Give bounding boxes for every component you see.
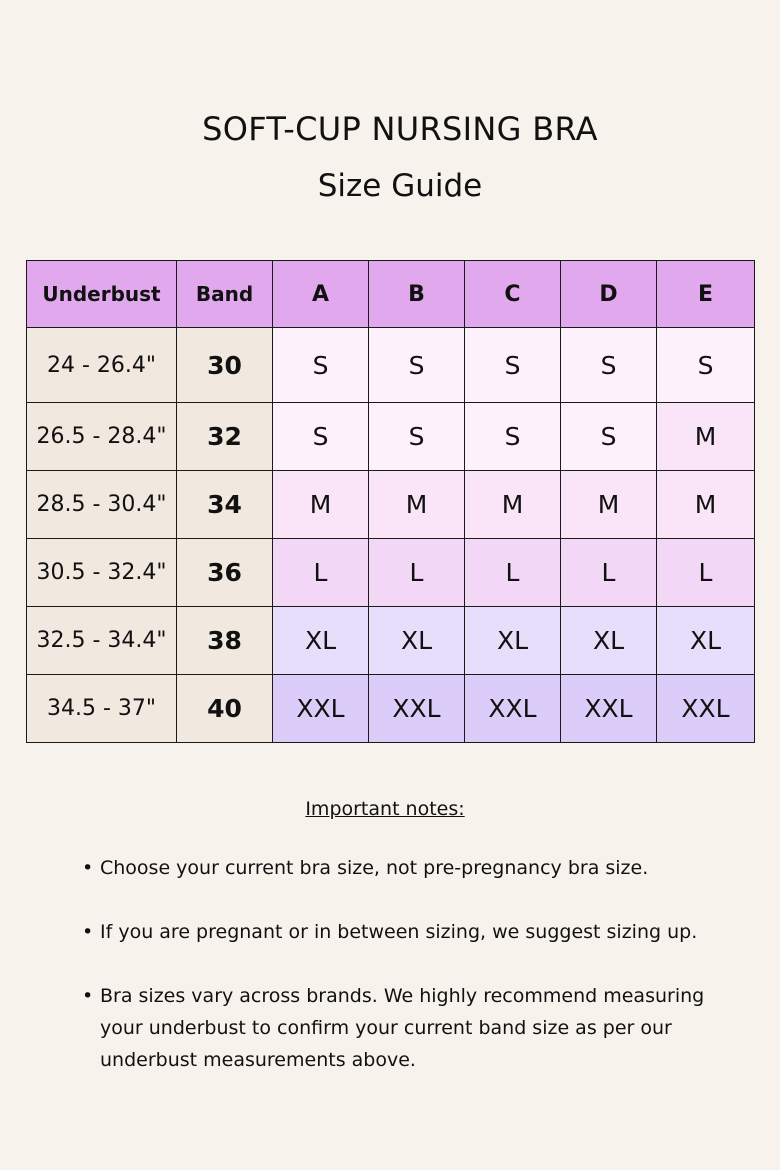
underbust-cell: 28.5 - 30.4" [27,471,177,539]
size-cell: L [369,539,465,607]
size-cell: XXL [657,675,755,743]
size-cell: S [273,328,369,403]
size-cell: M [657,471,755,539]
band-cell: 38 [177,607,273,675]
notes-list [80,852,740,1108]
page-subtitle: Size Guide [317,168,483,204]
table-row [27,328,755,403]
size-cell: XXL [369,675,465,743]
band-cell: 36 [177,539,273,607]
note-text: If you are pregnant or in between sizing, we suggest sizing up. [100,921,698,943]
size-cell: L [273,539,369,607]
size-cell: XXL [561,675,657,743]
size-cell: S [273,403,369,471]
column-header-underbust: Underbust [27,261,177,328]
table-row [27,471,755,539]
size-cell: S [561,328,657,403]
note-text: Bra sizes vary across brands. We highly recommend measuring your underbust to confirm your current band size as per our underbust measurements above. [100,985,705,1071]
table-row [27,539,755,607]
note-item [80,916,740,948]
size-cell: S [465,328,561,403]
size-cell: L [657,539,755,607]
size-cell: M [465,471,561,539]
size-cell: S [369,328,465,403]
table-body [27,328,755,743]
size-cell: XL [561,607,657,675]
band-cell: 32 [177,403,273,471]
column-header-cup-a: A [273,261,369,328]
size-cell: XL [657,607,755,675]
size-cell: XXL [465,675,561,743]
size-cell: XXL [273,675,369,743]
size-cell: M [273,471,369,539]
size-cell: L [561,539,657,607]
note-item [80,852,740,884]
column-header-cup-b: B [369,261,465,328]
size-cell: M [369,471,465,539]
page-title: SOFT-CUP NURSING BRA [202,110,598,148]
note-item [80,980,740,1076]
column-header-cup-e: E [657,261,755,328]
column-header-band: Band [177,261,273,328]
size-cell: XL [369,607,465,675]
size-cell: S [369,403,465,471]
size-cell: L [465,539,561,607]
underbust-cell: 32.5 - 34.4" [27,607,177,675]
size-cell: M [561,471,657,539]
underbust-cell: 26.5 - 28.4" [27,403,177,471]
table-row [27,607,755,675]
table-row [27,403,755,471]
note-text: Choose your current bra size, not pre-pregnancy bra size. [100,857,649,879]
underbust-cell: 24 - 26.4" [27,328,177,403]
underbust-cell: 30.5 - 32.4" [27,539,177,607]
column-header-cup-d: D [561,261,657,328]
table-row [27,675,755,743]
notes-heading: Important notes: [305,798,465,820]
size-cell: S [657,328,755,403]
column-header-cup-c: C [465,261,561,328]
size-cell: S [561,403,657,471]
bullet-icon: • [82,985,94,1007]
band-cell: 40 [177,675,273,743]
size-cell: XL [273,607,369,675]
band-cell: 30 [177,328,273,403]
underbust-cell: 34.5 - 37" [27,675,177,743]
size-cell: S [465,403,561,471]
band-cell: 34 [177,471,273,539]
size-cell: M [657,403,755,471]
bullet-icon: • [82,857,94,879]
table-header-row [27,261,755,328]
size-chart-table [26,260,755,743]
bullet-icon: • [82,921,94,943]
size-cell: XL [465,607,561,675]
